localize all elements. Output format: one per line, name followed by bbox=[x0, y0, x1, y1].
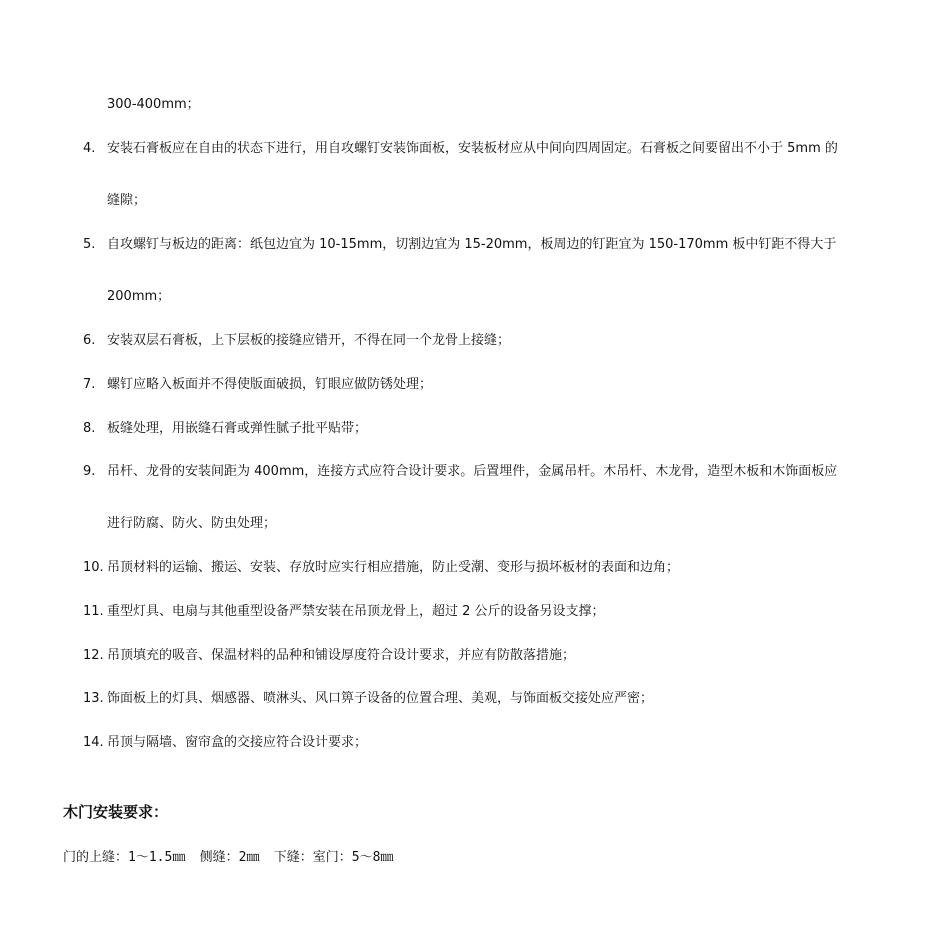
item-text: 吊顶材料的运输、搬运、安装、存放时应实行相应措施，防止受潮、变形与损坏板材的表面和边角； bbox=[107, 560, 680, 575]
side-gap-label: 侧缝： bbox=[199, 850, 239, 865]
item-text-continuation: 进行防腐、防火、防虫处理； bbox=[107, 516, 277, 531]
item-number: 13. bbox=[83, 691, 104, 706]
item-number: 6. bbox=[83, 333, 96, 348]
item-number: 12. bbox=[83, 648, 104, 663]
item-text: 吊顶与隔墙、窗帘盒的交接应符合设计要求； bbox=[107, 735, 368, 750]
item-text: 自攻螺钉与板边的距离：纸包边宜为 10-15mm，切割边宜为 15-20mm，板周边的钉距宜为 150-170mm 板中钉距不得大于 bbox=[107, 237, 837, 252]
item-text: 吊杆、龙骨的安装间距为 400mm，连接方式应符合设计要求。后置埋件，金属吊杆。木吊杆、木龙骨，造型木板和木饰面板应 bbox=[107, 464, 838, 479]
door-gap-spec bbox=[63, 850, 393, 866]
item-text: 螺钉应略入板面并不得使版面破损，钉眼应做防锈处理； bbox=[107, 377, 433, 392]
item-number: 4. bbox=[83, 141, 96, 156]
item-text-continuation: 200mm； bbox=[107, 289, 171, 304]
item-text: 板缝处理，用嵌缝石膏或弹性腻子批平贴带； bbox=[107, 421, 368, 436]
item-number: 11. bbox=[83, 604, 104, 619]
room-door-label: 室门： bbox=[312, 850, 352, 865]
side-gap-value: 2㎜ bbox=[238, 850, 260, 865]
item-number: 10. bbox=[83, 560, 104, 575]
top-gap-value: 1～1.5㎜ bbox=[128, 850, 186, 865]
intro-continuation: 300-400mm； bbox=[107, 97, 200, 112]
item-text: 重型灯具、电扇与其他重型设备严禁安装在吊顶龙骨上，超过 2 公斤的设备另设支撑； bbox=[107, 604, 605, 619]
item-number: 5. bbox=[83, 237, 96, 252]
item-number: 7. bbox=[83, 377, 96, 392]
item-text: 吊顶填充的吸音、保温材料的品种和铺设厚度符合设计要求，并应有防散落措施； bbox=[107, 648, 576, 663]
section-heading: 木门安装要求： bbox=[63, 803, 169, 821]
top-gap-label: 门的上缝： bbox=[63, 850, 129, 865]
item-text-continuation: 缝隙； bbox=[107, 193, 147, 208]
item-text: 饰面板上的灯具、烟感器、喷淋头、风口箅子设备的位置合理、美观，与饰面板交接处应严密； bbox=[107, 691, 654, 706]
item-number: 14. bbox=[83, 735, 104, 750]
item-number: 9. bbox=[83, 464, 96, 479]
item-text: 安装双层石膏板，上下层板的接缝应错开，不得在同一个龙骨上接缝； bbox=[107, 333, 511, 348]
room-door-value: 5～8㎜ bbox=[351, 850, 394, 865]
item-text: 安装石膏板应在自由的状态下进行，用自攻螺钉安装饰面板，安装板材应从中间向四周固定。石膏板之间要留出不小于 5mm 的 bbox=[107, 141, 838, 156]
bottom-gap-label: 下缝： bbox=[273, 850, 313, 865]
item-number: 8. bbox=[83, 421, 96, 436]
